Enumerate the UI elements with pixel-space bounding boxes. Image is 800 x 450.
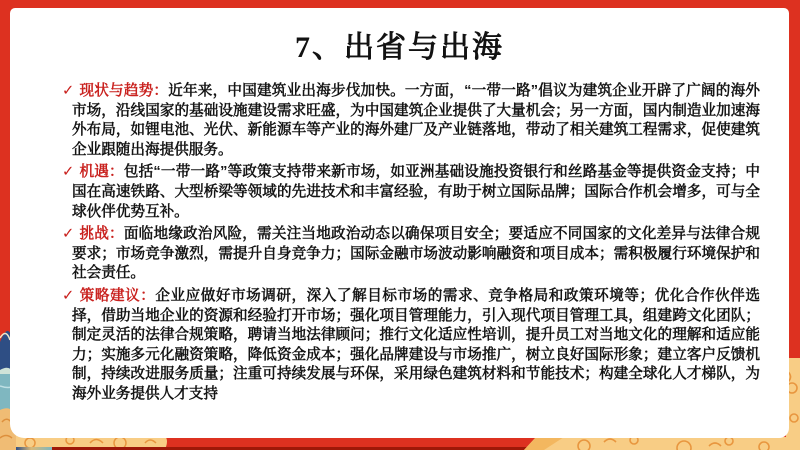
- bullet-text: 企业应做好市场调研，深入了解目标市场的需求、竞争格局和政策环境等；优化合作伙伴选择，借助当地企业的资源和经验打开市场；强化项目管理能力，引入现代项目管理工具，组建跨文化团队；制定灵活的法律合规策略，聘请当地法律顾问；推行文化适应性培训，提升员工对当地文化的理解和适应能力；实施多元化融资策略，降低资金成本；强化品牌建设与市场推广，树立良好国际形象；建立客户反馈机制，持续改进服务质量；注重可持续发展与环保，采用绿色建筑材料和节能技术；构建全球化人才梯队，为海外业务提供人才支持: [72, 287, 760, 402]
- bullet-label: 挑战：: [79, 226, 124, 243]
- checkmark-icon: ✓: [62, 83, 75, 99]
- bullet-text: 包括“一带一路”等政策支持带来新市场，如亚洲基础设施投资银行和丝路基金等提供资金支持；中国在高速铁路、大型桥梁等领域的先进技术和丰富经验，有助于树立国际品牌；国际合作机会增多，可与全球伙伴优势互补。: [72, 164, 760, 220]
- bullet-text: 近年来，中国建筑业出海步伐加快。一方面，“一带一路”倡议为建筑企业开辟了广阔的海外市场，沿线国家的基础设施建设需求旺盛，为中国建筑企业提供了大量机会；另一方面，国内制造业加速海外布局，如锂电池、光伏、新能源车等产业的海外建厂及产业链落地，带动了相关建筑工程需求，促使建筑企业跟随出海提供服务。: [72, 83, 760, 158]
- bullet-text: 面临地缘政治风险，需关注当地政治动态以确保项目安全；要适应不同国家的文化差异与法律合规要求；市场竞争激烈，需提升自身竞争力；国际金融市场波动影响融资和项目成本；需积极履行环境保护和社会责任。: [72, 226, 760, 282]
- bullet-item-challenges: [62, 225, 760, 284]
- content-card: [10, 8, 789, 438]
- bullet-label: 策略建议：: [79, 287, 156, 304]
- checkmark-icon: ✓: [62, 226, 75, 243]
- bullet-label: 现状与趋势：: [79, 83, 169, 99]
- checkmark-icon: ✓: [62, 287, 75, 304]
- slide-title: 7、出省与出海: [295, 31, 504, 64]
- bullet-item-opportunities: [62, 163, 760, 222]
- bullet-label: 机遇：: [79, 164, 124, 181]
- bullet-list: [10, 82, 789, 405]
- checkmark-icon: ✓: [62, 164, 75, 181]
- bullet-item-strategy: [62, 287, 760, 405]
- bullet-item-status-trends: [62, 82, 760, 160]
